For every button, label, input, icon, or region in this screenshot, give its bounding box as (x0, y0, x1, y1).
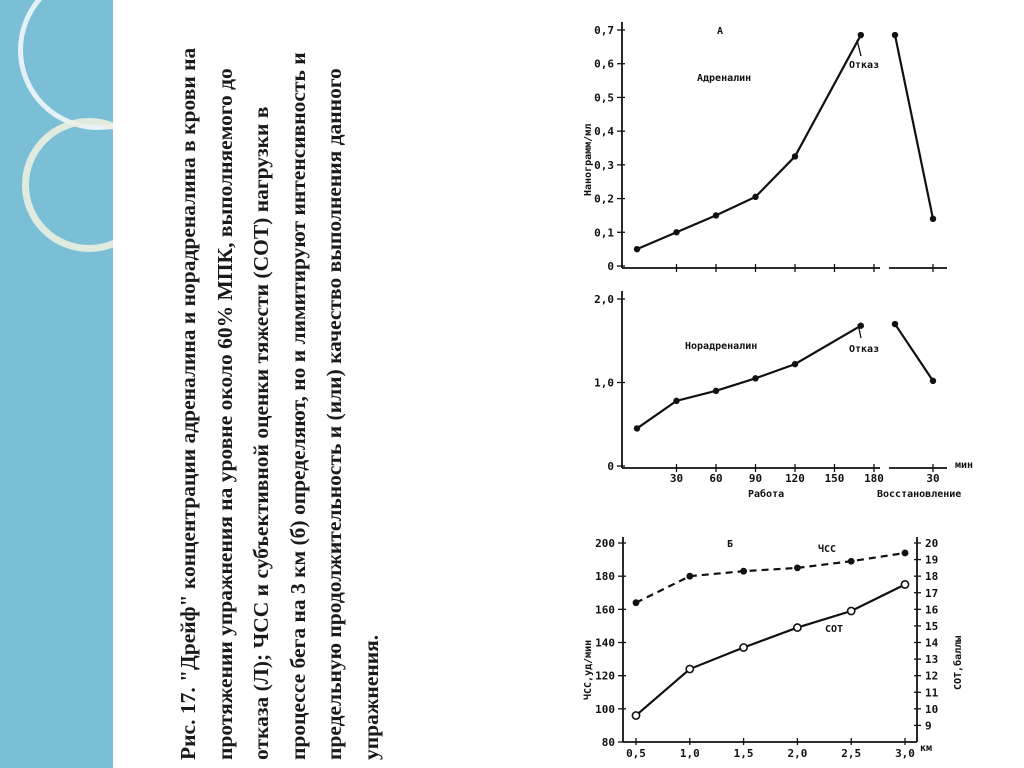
series-hr-line (636, 553, 905, 603)
data-point-hr-0 (633, 599, 640, 606)
data-point-work-0-5 (858, 32, 864, 38)
series-recovery-line-0 (895, 35, 933, 219)
x-tick-label-min-5: 180 (864, 472, 884, 485)
data-point-work-1-3 (752, 375, 758, 381)
y-tick-label-left-b-0: 80 (601, 736, 615, 749)
x-axis-unit-min: мин (955, 460, 974, 471)
y-axis-label-a: Нанограмм/мл (583, 123, 594, 196)
y-tick-label-left-b-1: 100 (595, 702, 615, 716)
data-point-work-0-1 (673, 229, 679, 235)
y-tick-label-left-b-6: 200 (595, 537, 615, 550)
data-point-work-0-4 (792, 153, 798, 159)
figure-charts (555, 0, 1024, 768)
x-tick-label-min-4: 150 (824, 472, 845, 485)
y-tick-label-right-b-4: 13 (925, 653, 939, 667)
y-tick-label-0-2: 0,2 (594, 192, 614, 206)
data-point-work-1-4 (792, 361, 798, 367)
series-label-noradrenaline: Норадреналин (685, 341, 758, 352)
data-point-rpe-2 (740, 644, 747, 651)
data-point-recovery-0-0 (892, 32, 898, 38)
series-rpe-line (636, 584, 905, 715)
data-point-rpe-0 (632, 712, 639, 719)
x-axis-label-work: Работа (748, 489, 785, 500)
y-axis-label-left-b: ЧСС,уд/мин (583, 639, 594, 700)
x-axis-label-recovery: Восстановление (877, 489, 962, 500)
y-tick-label-right-b-2: 11 (925, 686, 939, 700)
annotation-arrow-a (857, 40, 861, 56)
x-tick-label-b-1: 1,0 (679, 747, 700, 760)
x-tick-label-min-3: 120 (785, 472, 805, 485)
y-tick-label-left-b-5: 180 (595, 570, 615, 584)
y-axis-label-right-b: СОТ,баллы (953, 635, 964, 690)
data-point-recovery-1-1 (930, 378, 936, 384)
y-tick-label-1-2: 2,0 (594, 293, 614, 306)
y-tick-label-left-b-4: 160 (595, 603, 615, 617)
series-recovery-line-1 (895, 324, 933, 381)
data-point-work-0-0 (634, 246, 640, 252)
x-tick-label-b-2: 1,5 (733, 747, 754, 760)
decorative-ring-bottom (22, 118, 113, 252)
data-point-recovery-1-0 (892, 321, 898, 327)
panel-letter-b: Б (727, 539, 734, 550)
data-point-rpe-4 (848, 607, 855, 614)
x-tick-label-min-0: 30 (669, 472, 684, 485)
y-tick-label-right-b-6: 15 (925, 619, 939, 633)
y-tick-label-1-0: 0 (607, 460, 614, 473)
y-tick-label-right-b-8: 17 (925, 586, 939, 600)
y-tick-label-0-4: 0,4 (594, 125, 614, 139)
figure-caption: Рис. 17. "Дрейф" концентрации адреналина и норадреналина в крови на протяжении упражнения на уровне около 60% МПК, выполняемого до отказа (Л); ЧСС и субъективной оценки тяжести (СОТ) нагрузки в процессе бега на 3 км (б) определяют, но и лимитируют интенсивность и предельную продолжительность и (или) качество выполнения данного упражнения. (176, 47, 383, 760)
series-work-line-0 (637, 35, 861, 249)
y-tick-label-0-6: 0,6 (594, 57, 614, 71)
series-label-hr: ЧСС (818, 544, 837, 555)
x-tick-label-b-4: 2,5 (841, 747, 862, 760)
y-tick-label-right-b-11: 20 (925, 537, 939, 550)
y-tick-label-right-b-9: 18 (925, 570, 939, 584)
figure-caption-container (170, 40, 389, 760)
y-tick-label-right-b-7: 16 (925, 603, 939, 617)
x-tick-label-min-2: 90 (748, 472, 763, 485)
x-axis-unit-km: км (920, 743, 933, 754)
x-tick-label-b-5: 3,0 (895, 747, 915, 760)
y-tick-label-right-b-3: 12 (925, 669, 939, 683)
data-point-hr-1 (686, 573, 693, 580)
data-point-hr-5 (902, 550, 909, 557)
series-label-adrenaline: Адреналин (697, 73, 752, 84)
y-tick-label-left-b-3: 140 (595, 636, 615, 650)
data-point-rpe-3 (794, 624, 801, 631)
data-point-recovery-0-1 (930, 216, 936, 222)
data-point-hr-4 (848, 558, 855, 565)
charts-svg (555, 0, 1024, 768)
y-tick-label-right-b-5: 14 (925, 636, 939, 650)
y-tick-label-1-1: 1,0 (594, 376, 614, 390)
data-point-hr-2 (740, 568, 747, 575)
y-tick-label-0-1: 0,1 (594, 226, 614, 240)
series-label-rpe: СОТ (825, 624, 844, 635)
data-point-work-0-3 (752, 194, 758, 200)
data-point-rpe-1 (686, 665, 693, 672)
y-tick-label-0-7: 0,7 (594, 24, 614, 37)
y-tick-label-0-5: 0,5 (594, 91, 614, 105)
data-point-rpe-5 (901, 581, 908, 588)
annotation-failure-a: Отказ (849, 60, 880, 71)
decorative-sidebar (0, 0, 113, 768)
panel-letter-a: А (717, 26, 724, 37)
y-tick-label-left-b-2: 120 (595, 669, 615, 683)
y-tick-label-right-b-0: 9 (925, 719, 932, 733)
x-tick-label-recovery: 30 (926, 472, 940, 485)
y-tick-label-0-0: 0 (607, 260, 614, 273)
y-tick-label-right-b-10: 19 (925, 553, 939, 567)
y-tick-label-0-3: 0,3 (594, 158, 614, 172)
y-tick-label-right-b-1: 10 (925, 702, 939, 716)
decorative-ring-top (18, 0, 113, 130)
data-point-work-1-0 (634, 425, 640, 431)
data-point-work-1-1 (673, 398, 679, 404)
data-point-work-1-2 (713, 388, 719, 394)
x-tick-label-b-3: 2,0 (787, 747, 808, 760)
x-tick-label-b-0: 0,5 (626, 747, 646, 760)
data-point-work-0-2 (713, 212, 719, 218)
annotation-failure-b: Отказ (849, 344, 880, 355)
data-point-hr-3 (794, 564, 801, 571)
x-tick-label-min-1: 60 (709, 472, 723, 485)
